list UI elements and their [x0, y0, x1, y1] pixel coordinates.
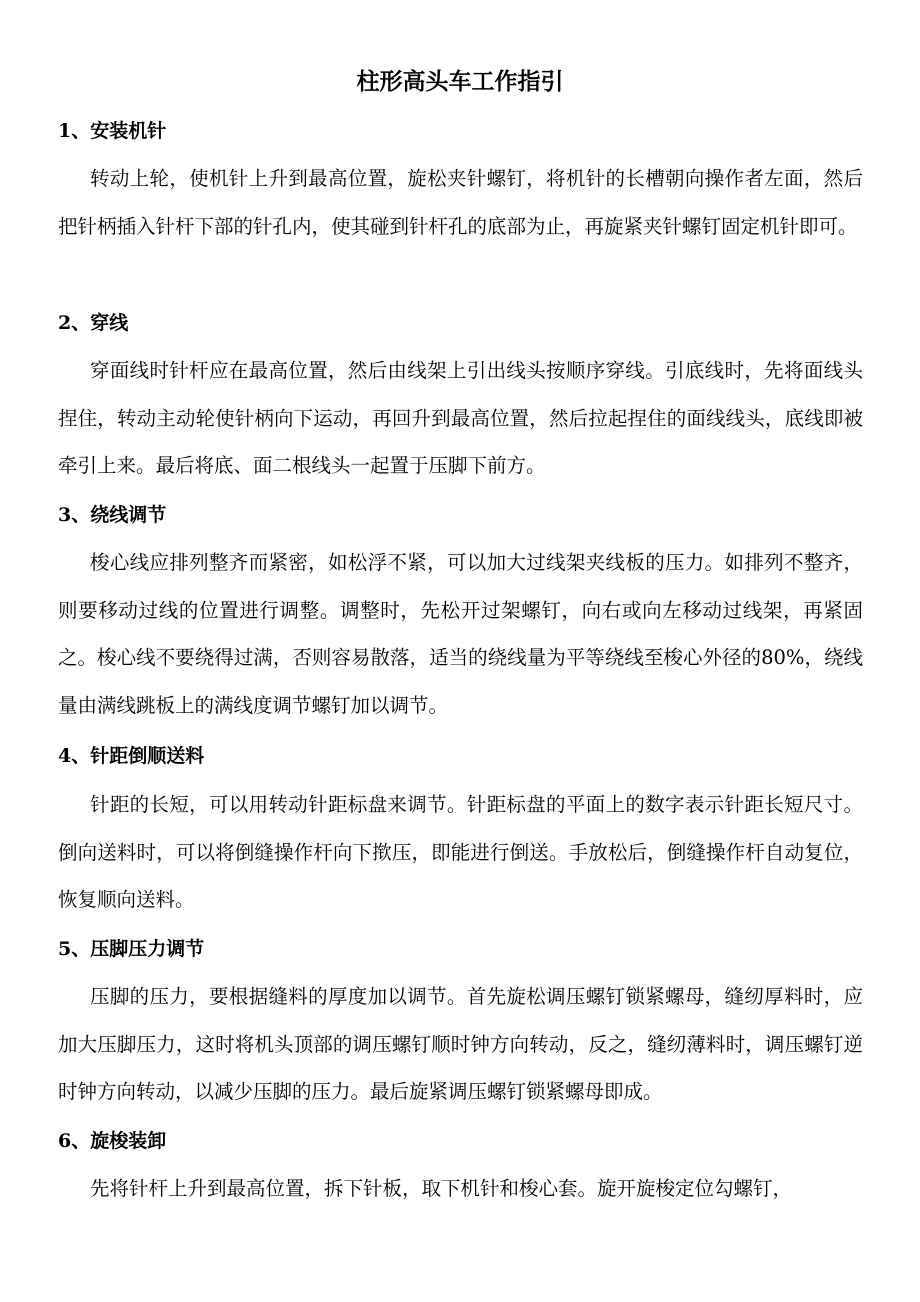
document-title: 柱形高头车工作指引 [356, 68, 564, 95]
section-text-rotary-hook: 先将针杆上升到最高位置，拆下针板，取下机针和梭心套。旋开旋梭定位勾螺钉， [90, 1177, 793, 1200]
section-heading-rotary-hook: 6、旋梭装卸 [58, 1130, 167, 1152]
section-text-presser-foot: 压脚的压力，要根据缝料的厚度加以调节。首先旋松调压螺钉锁紧螺母，缝纫厚料时，应加大压脚压力，这时将机头顶部的调压螺钉顺时钟方向转动，反之，缝纫薄料时，调压螺钉逆时钟方向转动，以减少压脚的压力。最后旋紧调压螺钉锁紧螺母即成。 [58, 985, 863, 1103]
section-heading-install-needle: 1、安装机针 [58, 120, 167, 142]
section-heading-threading: 2、穿线 [58, 312, 129, 334]
section-heading-presser-foot: 5、压脚压力调节 [58, 938, 205, 960]
section-heading-stitch-length: 4、针距倒顺送料 [58, 745, 205, 767]
section-heading-winding: 3、绕线调节 [58, 504, 167, 526]
section-text-threading: 穿面线时针杆应在最高位置，然后由线架上引出线头按顺序穿线。引底线时，先将面线头捏住，转动主动轮使针柄向下运动，再回升到最高位置，然后拉起捏住的面线线头，底线即被牵引上来。最后将底、面二根线头一起置于压脚下前方。 [58, 359, 863, 477]
section-text-stitch-length: 针距的长短，可以用转动针距标盘来调节。针距标盘的平面上的数字表示针距长短尺寸。倒向送料时，可以将倒缝操作杆向下揿压，即能进行倒送。手放松后，倒缝操作杆自动复位，恢复顺向送料。 [58, 793, 863, 911]
section-text-winding: 梭心线应排列整齐而紧密，如松浮不紧，可以加大过线架夹线板的压力。如排列不整齐，则要移动过线的位置进行调整。调整时，先松开过架螺钉，向右或向左移动过线架，再紧固之。梭心线不要绕得过满，否则容易散落，适当的绕线量为平等绕线至梭心外径的80%，绕线量由满线跳板上的满线度调节螺钉加以调节。 [58, 551, 863, 717]
section-text-install-needle: 转动上轮，使机针上升到最高位置，旋松夹针螺钉，将机针的长槽朝向操作者左面，然后把针柄插入针杆下部的针孔内，使其碰到针杆孔的底部为止，再旋紧夹针螺钉固定机针即可。 [58, 167, 863, 238]
